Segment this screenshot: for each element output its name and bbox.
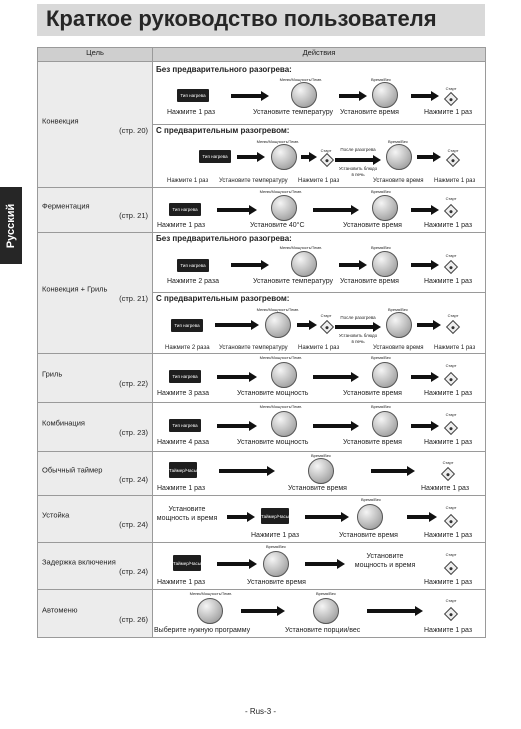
- step-label: Нажмите 1 раз: [434, 178, 476, 184]
- language-label: Русский: [5, 203, 17, 248]
- step-label: Нажмите 1 раз: [424, 390, 473, 397]
- step-label: Установите время: [340, 278, 399, 285]
- page-ref: (стр. 21): [119, 210, 148, 220]
- step-label: Нажмите 1 раз: [298, 345, 340, 351]
- step-label: Нажмите 1 раз: [157, 485, 206, 492]
- note-text: Установить блюдо: [338, 166, 378, 171]
- button-caption: Время/Вес: [370, 355, 392, 360]
- subheading: С предварительным разогревом:: [156, 126, 290, 135]
- start-icon[interactable]: [444, 92, 458, 106]
- button-caption: Старт: [445, 552, 457, 557]
- page-ref: (стр. 23): [119, 427, 148, 437]
- button-caption: Время/Вес: [370, 189, 392, 194]
- button-caption: Старт: [445, 598, 457, 603]
- page-number: - Rus-3 -: [244, 707, 277, 716]
- time-dial[interactable]: [386, 312, 412, 338]
- power-type-button[interactable]: Тип нагрева: [169, 203, 201, 216]
- button-caption: Старт: [445, 412, 457, 417]
- page-ref: (стр. 24): [119, 519, 148, 529]
- purpose-name: Гриль: [42, 369, 63, 379]
- step-label: Нажмите 2 раза: [167, 278, 219, 285]
- button-caption: Меню/Мощность/Темп.: [259, 189, 303, 194]
- button-caption: Меню/Мощность/Темп.: [256, 307, 300, 312]
- step-label: Установите время: [343, 390, 402, 397]
- button-caption: Время/Вес: [370, 245, 392, 250]
- page-ref: (стр. 26): [119, 614, 148, 624]
- menu-dial[interactable]: [271, 362, 297, 388]
- menu-dial[interactable]: [265, 312, 291, 338]
- step-label: Нажмите 1 раз: [424, 532, 473, 539]
- start-icon[interactable]: [444, 204, 458, 218]
- actions-cell: [153, 543, 486, 590]
- button-caption: Старт: [445, 196, 457, 201]
- step-label: Нажмите 1 раз: [251, 532, 300, 539]
- step-label: Нажмите 1 раз: [424, 222, 473, 229]
- arrow-icon: [217, 372, 257, 382]
- purpose-name: Конвекция: [42, 115, 79, 125]
- power-type-button[interactable]: Тип нагрева: [177, 259, 209, 272]
- purpose-name: Задержка включения: [42, 557, 116, 567]
- button-caption: Старт: [445, 363, 457, 368]
- row-kitchen-timer: [38, 452, 486, 496]
- step-label: Установите время: [247, 579, 306, 586]
- actions-header: Действия: [153, 48, 486, 62]
- page-ref: (стр. 21): [119, 293, 148, 303]
- page-ref: (стр. 24): [119, 566, 148, 576]
- arrow-icon: [335, 155, 381, 165]
- row-grill: [38, 354, 486, 403]
- step-label: Установите температуру: [219, 345, 288, 351]
- purpose-cell: [38, 62, 153, 188]
- button-caption: Время/Вес: [315, 591, 337, 596]
- row-convection: [38, 62, 486, 188]
- purpose-name: Комбинация: [42, 418, 85, 428]
- purpose-cell: [38, 354, 153, 403]
- button-caption: Время/Вес: [370, 404, 392, 409]
- arrow-icon: [417, 152, 441, 162]
- time-dial[interactable]: [372, 251, 398, 277]
- arrow-icon: [313, 421, 359, 431]
- arrow-icon: [313, 372, 359, 382]
- timer-clock-button[interactable]: [169, 462, 197, 478]
- note-text: в печь: [351, 172, 365, 177]
- purpose-cell: [38, 543, 153, 590]
- quick-guide-table: [37, 47, 486, 638]
- button-caption: Меню/Мощность/Темп.: [189, 591, 233, 596]
- language-tab: [0, 187, 22, 264]
- arrow-icon: [407, 512, 437, 522]
- arrow-icon: [241, 606, 285, 616]
- purpose-name: Обычный таймер: [42, 464, 103, 474]
- start-icon[interactable]: [320, 320, 334, 334]
- step-label: Установите мощность: [237, 439, 309, 446]
- start-icon[interactable]: [446, 153, 460, 167]
- timer-clock-button[interactable]: [261, 508, 289, 524]
- step-label: Установите мощность: [237, 390, 309, 397]
- start-icon[interactable]: [444, 372, 458, 386]
- button-caption: Время/Вес: [360, 497, 382, 502]
- actions-cell: [153, 233, 486, 354]
- row-standby: [38, 496, 486, 543]
- arrow-icon: [231, 260, 269, 270]
- row-combination: [38, 403, 486, 452]
- button-label: Таймер/Часы: [261, 513, 289, 519]
- step-label: Установите время: [343, 222, 402, 229]
- power-type-button[interactable]: Тип нагрева: [169, 419, 201, 432]
- step-label: Установите время: [373, 345, 424, 351]
- purpose-cell: [38, 590, 153, 638]
- power-type-button[interactable]: Тип нагрева: [169, 370, 201, 383]
- arrow-icon: [217, 421, 257, 431]
- step-label: Нажмите 3 раза: [157, 390, 209, 397]
- note-text: После разогрева: [340, 315, 376, 320]
- subheading: Без предварительного разогрева:: [156, 234, 292, 243]
- power-type-button[interactable]: Тип нагрева: [171, 319, 203, 332]
- arrow-icon: [297, 320, 317, 330]
- arrow-icon: [301, 152, 317, 162]
- purpose-cell: [38, 188, 153, 233]
- arrow-icon: [371, 466, 415, 476]
- row-fermentation: [38, 188, 486, 233]
- arrow-icon: [411, 91, 439, 101]
- step-label: Нажмите 1 раз: [424, 109, 473, 116]
- actions-cell: [153, 188, 486, 233]
- step-label: Нажмите 1 раз: [421, 485, 470, 492]
- step-label: Установите: [168, 506, 206, 513]
- start-icon[interactable]: [444, 561, 458, 575]
- button-caption: Время/Вес: [370, 77, 392, 82]
- divider: [153, 292, 485, 293]
- actions-cell: [153, 590, 486, 638]
- button-caption: Старт: [320, 313, 332, 318]
- arrow-icon: [217, 559, 257, 569]
- actions-cell: [153, 354, 486, 403]
- button-caption: Старт: [445, 505, 457, 510]
- step-label: Нажмите 1 раз: [424, 579, 473, 586]
- arrow-icon: [411, 372, 439, 382]
- button-caption: Старт: [442, 460, 454, 465]
- start-icon[interactable]: [444, 260, 458, 274]
- menu-dial[interactable]: [271, 144, 297, 170]
- step-label: Установите порции/вес: [285, 627, 361, 634]
- step-label: Установите: [366, 553, 404, 560]
- title-bar: [37, 4, 485, 36]
- arrow-icon: [231, 91, 269, 101]
- step-label: Нажмите 1 раз: [167, 109, 216, 116]
- step-label: Установите температуру: [219, 178, 288, 184]
- subheading: Без предварительного разогрева:: [156, 65, 292, 74]
- button-label: Таймер/Часы: [173, 560, 201, 566]
- time-dial[interactable]: [372, 411, 398, 437]
- actions-cell: [153, 496, 486, 543]
- arrow-icon: [305, 512, 349, 522]
- time-dial[interactable]: [263, 551, 289, 577]
- arrow-icon: [227, 512, 255, 522]
- button-caption: Старт: [320, 148, 332, 153]
- button-caption: Меню/Мощность/Темп.: [279, 245, 323, 250]
- step-label: Нажмите 1 раз: [298, 178, 340, 184]
- page-ref: (стр. 20): [119, 125, 148, 135]
- start-icon[interactable]: [320, 153, 334, 167]
- step-label: Установите температуру: [253, 109, 334, 116]
- arrow-icon: [339, 260, 367, 270]
- start-icon[interactable]: [444, 514, 458, 528]
- arrow-icon: [339, 91, 367, 101]
- arrow-icon: [215, 320, 259, 330]
- purpose-name: Конвекция + Гриль: [42, 284, 108, 294]
- arrow-icon: [367, 606, 423, 616]
- purpose-cell: [38, 233, 153, 354]
- button-caption: Время/Вес: [387, 307, 409, 312]
- button-caption: Старт: [445, 86, 457, 91]
- menu-dial[interactable]: [271, 411, 297, 437]
- button-caption: Меню/Мощность/Темп.: [259, 404, 303, 409]
- purpose-cell: [38, 403, 153, 452]
- note-text: После разогрева: [340, 147, 376, 152]
- button-label: Таймер/Часы: [169, 467, 197, 473]
- arrow-icon: [217, 205, 257, 215]
- step-label: Установите время: [340, 109, 399, 116]
- menu-dial[interactable]: [197, 598, 223, 624]
- step-label: Установите температуру: [253, 278, 334, 285]
- button-caption: Меню/Мощность/Темп.: [256, 139, 300, 144]
- arrow-icon: [411, 421, 439, 431]
- actions-cell: [153, 452, 486, 496]
- step-label: Нажмите 1 раз: [424, 278, 473, 285]
- step-label: Установите время: [288, 485, 347, 492]
- time-dial[interactable]: [386, 144, 412, 170]
- arrow-icon: [313, 205, 359, 215]
- purpose-name: Устойка: [42, 510, 70, 520]
- start-icon[interactable]: [444, 607, 458, 621]
- arrow-icon: [411, 260, 439, 270]
- arrow-icon: [237, 152, 265, 162]
- purpose-cell: [38, 452, 153, 496]
- menu-dial[interactable]: [271, 195, 297, 221]
- step-label: Установите время: [339, 532, 398, 539]
- purpose-header: Цель: [38, 48, 153, 62]
- step-label: Установите время: [373, 178, 424, 184]
- step-label: мощность и время: [354, 562, 416, 569]
- time-dial[interactable]: [313, 598, 339, 624]
- arrow-icon: [417, 320, 441, 330]
- button-caption: Старт: [447, 313, 459, 318]
- start-icon[interactable]: [446, 320, 460, 334]
- button-caption: Время/Вес: [387, 139, 409, 144]
- power-type-button[interactable]: Тип нагрева: [199, 150, 231, 163]
- note-text: Установить блюдо: [338, 333, 378, 338]
- button-caption: Старт: [447, 148, 459, 153]
- power-type-button[interactable]: Тип нагрева: [177, 89, 209, 102]
- timer-clock-button[interactable]: [173, 555, 201, 571]
- step-label: Нажмите 1 раз: [157, 222, 206, 229]
- time-dial[interactable]: [357, 504, 383, 530]
- arrow-icon: [219, 466, 275, 476]
- subheading: С предварительным разогревом:: [156, 294, 290, 303]
- step-label: Выберите нужную программу: [154, 627, 251, 634]
- actions-cell: [153, 403, 486, 452]
- divider: [153, 124, 485, 125]
- step-label: Нажмите 4 раза: [157, 439, 209, 446]
- note-text: в печь: [351, 339, 365, 344]
- time-dial[interactable]: [372, 195, 398, 221]
- start-icon[interactable]: [444, 421, 458, 435]
- button-caption: Меню/Мощность/Темп.: [279, 77, 323, 82]
- purpose-name: Автоменю: [42, 604, 78, 614]
- step-label: Нажмите 1 раз: [424, 627, 473, 634]
- time-dial[interactable]: [372, 362, 398, 388]
- arrow-icon: [411, 205, 439, 215]
- step-label: Нажмите 1 раз: [167, 178, 209, 184]
- step-label: Нажмите 1 раз: [424, 439, 473, 446]
- page-ref: (стр. 24): [119, 474, 148, 484]
- row-convection-grill: [38, 233, 486, 354]
- button-caption: Меню/Мощность/Темп.: [259, 355, 303, 360]
- menu-dial[interactable]: [291, 251, 317, 277]
- arrow-icon: [305, 559, 345, 569]
- step-label: Нажмите 1 раз: [157, 579, 206, 586]
- purpose-name: Ферментация: [42, 201, 90, 211]
- button-caption: Время/Вес: [310, 453, 332, 458]
- actions-cell: [153, 62, 486, 188]
- step-label: Нажмите 1 раз: [434, 345, 476, 351]
- button-caption: Старт: [445, 253, 457, 258]
- button-caption: Время/Вес: [265, 544, 287, 549]
- step-label: мощность и время: [156, 515, 218, 522]
- step-label: Нажмите 2 раза: [165, 345, 210, 351]
- time-dial[interactable]: [308, 458, 334, 484]
- start-icon[interactable]: [441, 467, 455, 481]
- step-label: Установите время: [343, 439, 402, 446]
- arrow-icon: [335, 322, 381, 332]
- row-delay-start: [38, 543, 486, 590]
- menu-dial[interactable]: [291, 82, 317, 108]
- purpose-cell: [38, 496, 153, 543]
- page-title: Краткое руководство пользователя: [46, 6, 437, 31]
- row-auto-menu: [38, 590, 486, 638]
- page-ref: (стр. 22): [119, 378, 148, 388]
- step-label: Установите 40°C: [250, 222, 305, 229]
- time-dial[interactable]: [372, 82, 398, 108]
